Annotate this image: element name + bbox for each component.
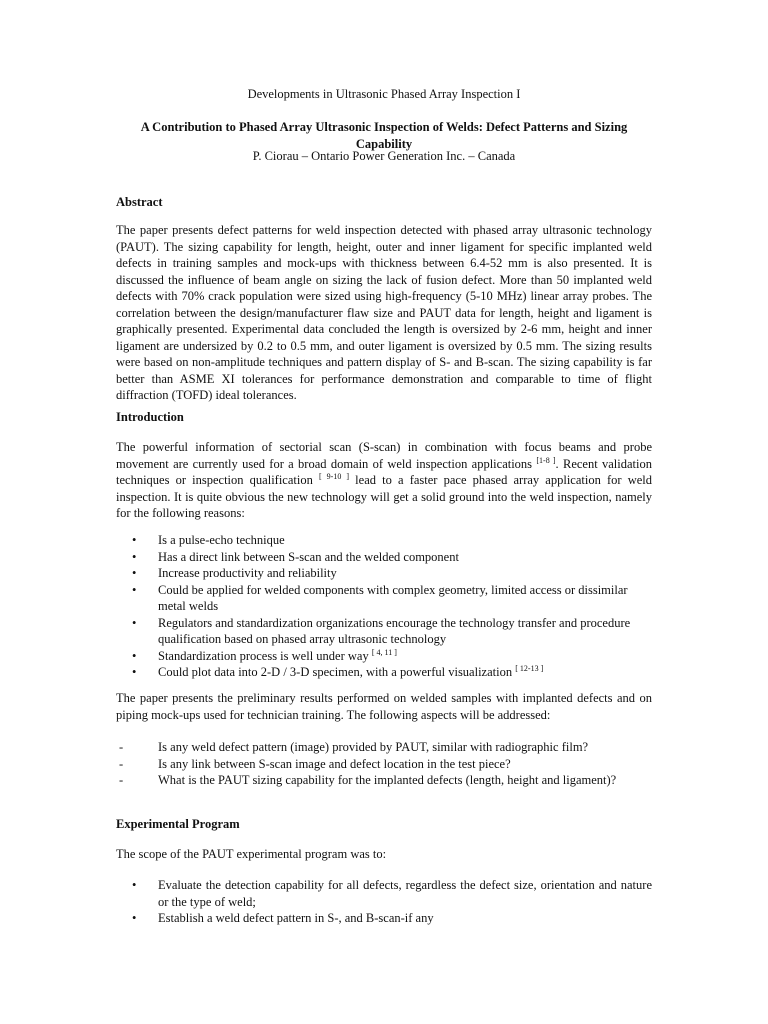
list-item: • Establish a weld defect pattern in S-, and B-scan-if any [132, 911, 434, 925]
reasons-list [116, 532, 652, 681]
paper-title: A Contribution to Phased Array Ultrasonic Inspection of Welds: Defect Patterns and Sizing Capability [140, 120, 628, 151]
introduction-heading: Introduction [116, 410, 184, 424]
list-item: - Is any weld defect pattern (image) provided by PAUT, similar with radiographic film? [119, 740, 589, 754]
questions-list [116, 739, 652, 789]
abstract-text: The paper presents defect patterns for weld inspection detected with phased array ultrasonic technology (PAUT). The sizing capability for length, height, outer and inner ligament for specific implanted weld defects in training samples and mock-ups with thickness between 6.4-52 mm is also presented. It is discussed the influence of beam angle on sizing the lack of fusion defect. More than 50 implanted weld defects with 70% crack population were sized using high-frequency (5-10 MHz) linear array probes. The correlation between the design/manufacturer flaw size and PAUT data for length, height and ligament is graphically presented. Experimental data concluded the length is oversized by 2-6 mm, height and inner ligament are undersized by 0.2 to 0.5 mm, and outer ligament is oversized by 0.5 mm. The sizing results were based on non-amplitude techniques and pattern display of S- and B-scan. The sizing capability is far better than ASME XI tolerances for performance demonstration and comparable to time of flight diffraction (TOFD) ideal tolerances. [116, 223, 652, 402]
list-item: • Could be applied for welded components with complex geometry, limited access or dissimilar metal welds [132, 582, 628, 613]
list-item: • Is a pulse-echo technique [132, 533, 285, 547]
list-item: • Evaluate the detection capability for all defects, regardless the defect size, orientation and nature or the type of weld; [132, 878, 652, 909]
list-item: • Standardization process is well under way [ 4, 11 ] [132, 647, 397, 663]
list-item: • Increase productivity and reliability [132, 566, 337, 580]
citation-ref: [1-8 ] [536, 455, 556, 465]
experimental-heading: Experimental Program [116, 817, 240, 831]
list-item: • Has a direct link between S-scan and the welded component [132, 549, 459, 564]
experimental-list [116, 877, 652, 927]
list-item: • Regulators and standardization organizations encourage the technology transfer and procedure qualification based on phased array ultrasonic technology [132, 615, 631, 646]
abstract-heading: Abstract [116, 195, 163, 209]
list-item: • Could plot data into 2-D / 3-D specimen, with a powerful visualization [ 12-13 ] [132, 664, 544, 679]
list-item: - What is the PAUT sizing capability for the implanted defects (length, height and ligament)? [119, 773, 617, 787]
citation-ref: [ 9-10 ] [319, 472, 350, 481]
citation-ref: [ 12-13 ] [515, 664, 544, 673]
author-line: P. Ciorau – Ontario Power Generation Inc. – Canada [252, 149, 516, 163]
citation-ref: [ 4, 11 ] [371, 647, 397, 657]
series-title: Developments in Ultrasonic Phased Array Inspection I [247, 87, 521, 101]
list-item: - Is any link between S-scan image and defect location in the test piece? [119, 756, 511, 771]
experimental-intro: The scope of the PAUT experimental program was to: [116, 847, 387, 861]
aspects-paragraph: The paper presents the preliminary results performed on welded samples with implanted defects and on piping mock-ups used for technician training. The following aspects will be addressed: [116, 691, 652, 722]
introduction-paragraph: The powerful information of sectorial scan (S-scan) in combination with focus beams and probe movement are currently used for a broad domain of weld inspection applications [1-8 ]. Recent validation techniques or inspection qualification [ 9-10 ] lead to a faster pace phased array application for weld inspection. It is quite obvious the new technology will get a solid ground into the weld inspection, namely for the following reasons: [116, 440, 652, 520]
